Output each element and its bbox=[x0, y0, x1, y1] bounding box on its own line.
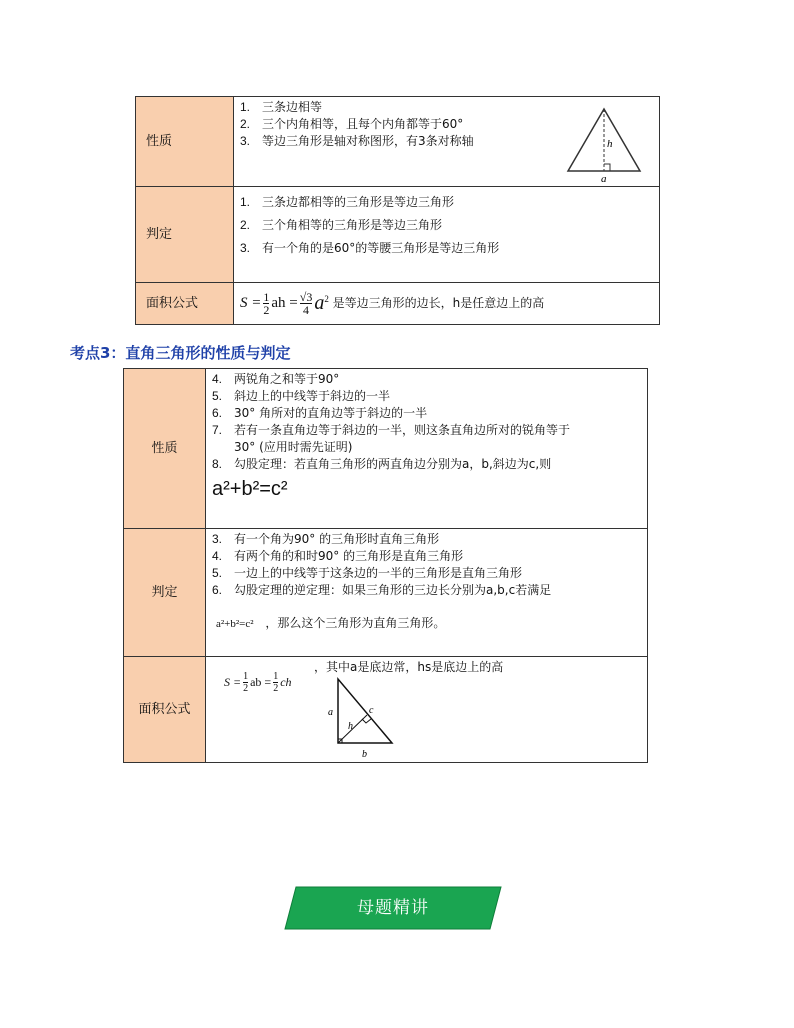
list-item: 2. 三个内角相等，且每个内角都等于60° bbox=[240, 117, 464, 131]
right-triangle-figure bbox=[324, 675, 404, 759]
area-formula-label: 面积公式 bbox=[136, 283, 234, 325]
list-item: 4. 有两个角的和时90° 的三角形是直角三角形 bbox=[212, 549, 464, 563]
list-item: 6. 勾股定理的逆定理：如果三角形的三边长分别为a,b,c若满足 bbox=[212, 583, 552, 597]
equilateral-triangle-table bbox=[135, 96, 660, 325]
judgment-label: 判定 bbox=[136, 187, 234, 283]
properties-label: 性质 bbox=[124, 369, 206, 529]
area-formula: S = $\frac{1}{2}$ ah = $\frac{√3}{4}$ a $^2$ bbox=[240, 290, 329, 317]
area-formula-cell bbox=[206, 657, 648, 763]
list-item: 2. 三个角相等的三角形是等边三角形 bbox=[240, 218, 443, 232]
list-item: 8. 勾股定理：若直角三角形的两直角边分别为a，b,斜边为c,则 bbox=[212, 457, 552, 471]
list-item: 5. 斜边上的中线等于斜边的一半 bbox=[212, 389, 391, 403]
list-item: 1. 三条边相等 bbox=[240, 100, 323, 114]
area-formula-cell bbox=[234, 283, 660, 325]
judgment-list bbox=[212, 531, 641, 599]
section-heading: 考点3：直角三角形的性质与判定 bbox=[70, 344, 291, 362]
list-item: 7. 若有一条直角边等于斜边的一半，则这条直角边所对的锐角等于 bbox=[212, 423, 571, 437]
converse-formula: a²+b²=c² bbox=[216, 618, 254, 630]
judgment-cell bbox=[234, 187, 660, 283]
area-description: 是等边三角形的边长，h是任意边上的高 bbox=[332, 296, 545, 310]
list-item: 6. 30° 角所对的直角边等于斜边的一半 bbox=[212, 406, 428, 420]
section-banner bbox=[284, 886, 502, 930]
converse-text: ，那么这个三角形为直角三角形。 bbox=[265, 616, 446, 630]
judgment-cell bbox=[206, 529, 648, 657]
height-h-label: h bbox=[348, 721, 353, 732]
list-item: 30° (应用时需先证明) bbox=[234, 440, 353, 454]
list-item: 4. 两锐角之和等于90° bbox=[212, 372, 340, 386]
side-b-label: b bbox=[362, 749, 367, 759]
properties-cell bbox=[206, 369, 648, 529]
base-label: a bbox=[601, 173, 607, 183]
list-item: 5. 一边上的中线等于这条边的一半的三角形是直角三角形 bbox=[212, 566, 523, 580]
area-formula: S = $\frac{1}{2}$ ab = $\frac{1}{2}$ ch bbox=[224, 671, 292, 694]
equilateral-triangle-figure bbox=[562, 105, 646, 183]
properties-list bbox=[212, 371, 641, 473]
properties-label: 性质 bbox=[136, 97, 234, 187]
area-formula-label: 面积公式 bbox=[124, 657, 206, 763]
banner-title: 母题精讲 bbox=[357, 898, 429, 918]
list-item: 1. 三条边都相等的三角形是等边三角形 bbox=[240, 195, 455, 209]
height-label: h bbox=[607, 138, 613, 150]
list-item: 3. 有一个角为90° 的三角形时直角三角形 bbox=[212, 532, 440, 546]
list-item: 3. 等边三角形是轴对称图形，有3条对称轴 bbox=[240, 134, 474, 148]
side-c-label: c bbox=[369, 705, 374, 716]
judgment-label: 判定 bbox=[124, 529, 206, 657]
judgment-list bbox=[240, 191, 653, 260]
pythagoras-formula: a²+b²=c² bbox=[212, 478, 288, 500]
converse-statement bbox=[216, 615, 641, 633]
list-item: 3. 有一个角的是60°的等腰三角形是等边三角形 bbox=[240, 241, 500, 255]
side-a-label: a bbox=[328, 707, 333, 718]
properties-cell bbox=[234, 97, 660, 187]
area-note: ，其中a是底边常，hs是底边上的高 bbox=[314, 660, 504, 674]
right-triangle-table bbox=[123, 368, 648, 763]
